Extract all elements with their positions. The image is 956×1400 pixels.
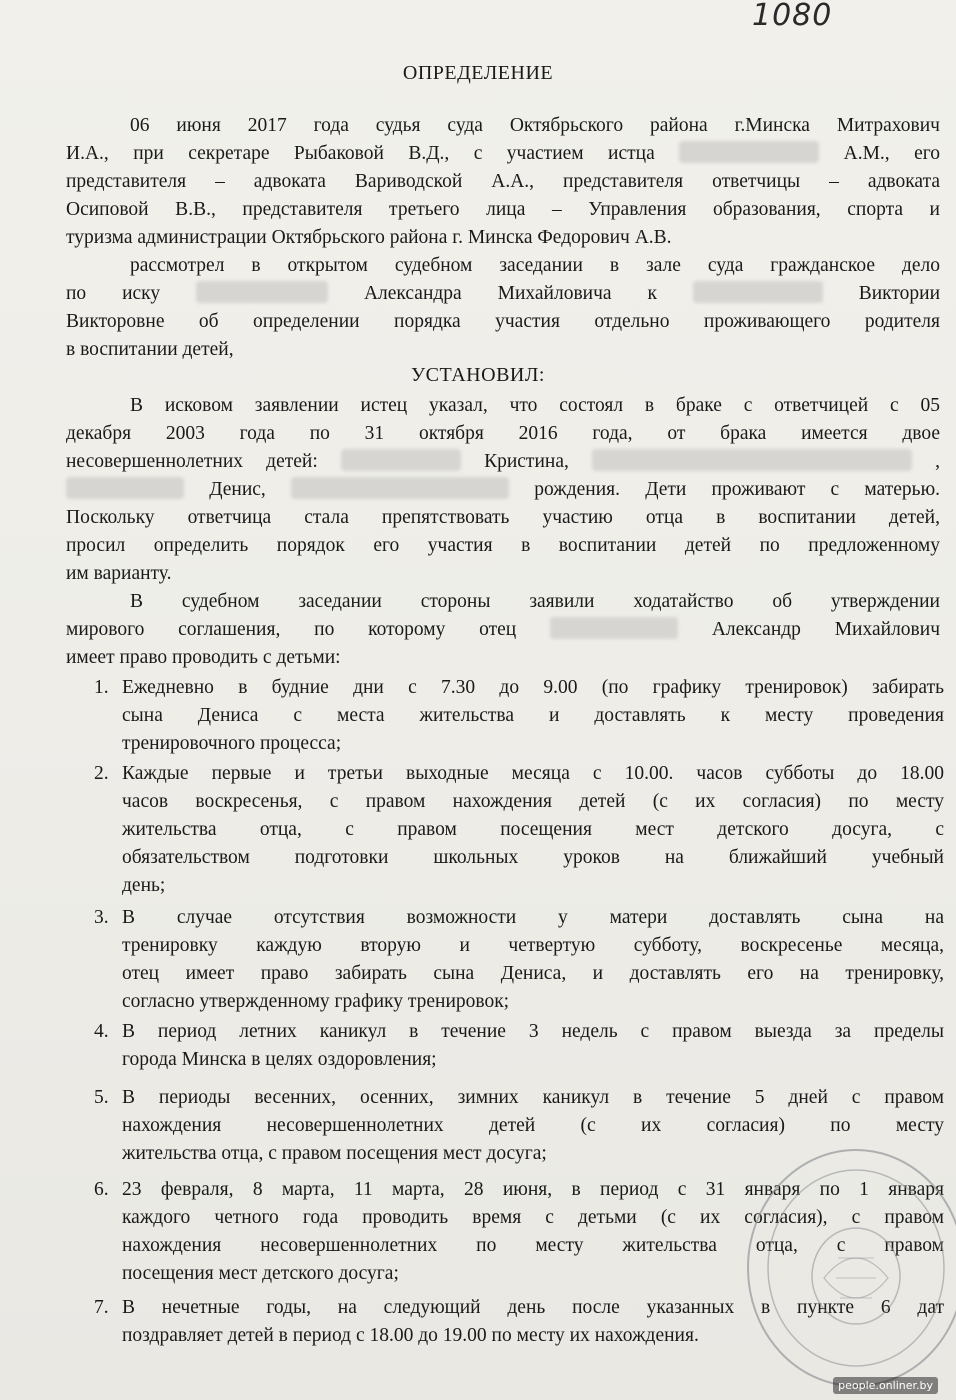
item-2-line-5: день;: [122, 875, 166, 896]
item-1-line-2: сына Дениса с места жительства и доставлять к месту проведения: [122, 705, 944, 726]
considered-line-1: рассмотрел в открытом судебном заседании в зале суда гражданское дело: [130, 255, 940, 276]
item-3-line-3: отец имеет право забирать сына Дениса, и доставлять его на тренировку,: [122, 963, 944, 984]
intro-line-5: туризма администрации Октябрьского района г. Минска Федорович А.В.: [66, 227, 672, 248]
claim-line-6: просил определить порядок его участия в воспитании детей по предложенному: [66, 535, 940, 556]
item-2-line-2: часов воскресенья, с правом нахождения детей (с их согласия) по месту: [122, 791, 944, 812]
claim-line-5: Поскольку ответчица стала препятствовать участию отца в воспитании детей,: [66, 507, 940, 528]
item-5-line-1: В периоды весенних, осенних, зимних каникул в течение 5 дней с правом: [122, 1087, 944, 1108]
item-number: 7.: [94, 1297, 109, 1318]
intro-line-3: представителя – адвоката Вариводской А.А., представителя ответчицы – адвоката: [66, 171, 940, 192]
item-number: 5.: [94, 1087, 109, 1108]
considered-line-3: Викторовне об определении порядка участия отдельно проживающего родителя: [66, 311, 940, 332]
intro-line-2: И.А., при секретаре Рыбаковой В.Д., с участием истца А.М., его: [66, 143, 941, 164]
considered-line-2: по иску Александра Михайловича к Виктории: [66, 283, 941, 304]
claim-line-3: несовершеннолетних детей: Кристина, ,: [66, 451, 941, 472]
item-6-line-3: нахождения несовершеннолетних по месту жительства отца, с правом: [122, 1235, 944, 1256]
item-number: 6.: [94, 1179, 109, 1200]
established-heading: УСТАНОВИЛ:: [411, 364, 545, 386]
claim-line-2: декабря 2003 года по 31 октября 2016 года, от брака имеется двое: [66, 423, 940, 444]
claim-line-1: В исковом заявлении истец указал, что состоял в браке с ответчицей с 05: [130, 395, 940, 416]
redacted-block: [679, 141, 819, 163]
redacted-block: [291, 477, 509, 499]
redacted-block: [341, 449, 461, 471]
claim-line-7: им варианту.: [66, 563, 172, 584]
item-5-line-2: нахождения несовершеннолетних детей (с их согласия) по месту: [122, 1115, 944, 1136]
item-6-line-1: 23 февраля, 8 марта, 11 марта, 28 июня, в период с 31 января по 1 января: [122, 1179, 944, 1200]
item-1-line-1: Ежедневно в будние дни с 7.30 до 9.00 (по графику тренировок) забирать: [122, 677, 944, 698]
item-1-line-3: тренировочного процесса;: [122, 733, 342, 754]
redacted-block: [550, 617, 678, 639]
document-title: ОПРЕДЕЛЕНИЕ: [402, 62, 554, 84]
item-2-line-1: Каждые первые и третьи выходные месяца с 10.00. часов субботы до 18.00: [122, 763, 944, 784]
source-watermark: people.onliner.by: [833, 1377, 938, 1394]
court-seal-stamp: [728, 1128, 956, 1388]
item-3-line-4: согласно утвержденному графику тренировок;: [122, 991, 510, 1012]
item-number: 1.: [94, 677, 109, 698]
item-6-line-2: каждого четного года проводить время с детьми (с их согласия), с правом: [122, 1207, 944, 1228]
intro-line-4: Осиповой В.В., представителя третьего лица – Управления образования, спорта и: [66, 199, 940, 220]
item-2-line-4: обязательством подготовки школьных уроков на ближайший учебный: [122, 847, 944, 868]
item-4-line-2: города Минска в целях оздоровления;: [122, 1049, 437, 1070]
item-number: 3.: [94, 907, 109, 928]
item-7-line-2: поздравляет детей в период с 18.00 до 19.00 по месту их нахождения.: [122, 1325, 699, 1346]
redacted-block: [693, 281, 823, 303]
session-line-3: имеет право проводить с детьми:: [66, 647, 341, 668]
redacted-block: [66, 477, 184, 499]
item-3-line-2: тренировку каждую вторую и четвертую субботу, воскресенье месяца,: [122, 935, 944, 956]
item-4-line-1: В период летних каникул в течение 3 недель с правом выезда за пределы: [122, 1021, 944, 1042]
considered-line-4: в воспитании детей,: [66, 339, 234, 360]
item-2-line-3: жительства отца, с правом посещения мест детского досуга, с: [122, 819, 944, 840]
session-line-1: В судебном заседании стороны заявили ходатайство об утверждении: [130, 591, 940, 612]
item-3-line-1: В случае отсутствия возможности у матери доставлять сына на: [122, 907, 944, 928]
handwritten-page-number: 1080: [752, 0, 833, 33]
item-5-line-3: жительства отца, с правом посещения мест досуга;: [122, 1143, 547, 1164]
claim-line-4: Денис, рождения. Дети проживают с матерью.: [66, 476, 940, 504]
item-number: 4.: [94, 1021, 109, 1042]
redacted-block: [592, 449, 912, 471]
redacted-block: [196, 281, 328, 303]
item-6-line-4: посещения мест детского досуга;: [122, 1263, 399, 1284]
session-line-2: мирового соглашения, по которому отец Александр Михайлович: [66, 619, 941, 640]
item-7-line-1: В нечетные годы, на следующий день после указанных в пункте 6 дат: [122, 1297, 944, 1318]
item-number: 2.: [94, 763, 109, 784]
intro-line-1: 06 июня 2017 года судья суда Октябрьского района г.Минска Митрахович: [130, 115, 940, 136]
